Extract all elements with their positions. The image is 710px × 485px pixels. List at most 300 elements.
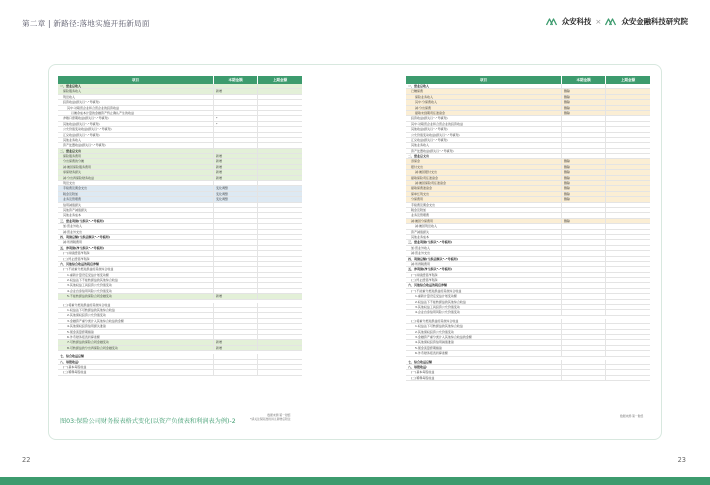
- row-prior-value: [606, 197, 650, 201]
- row-prior-value: [258, 289, 302, 293]
- row-current-value: [214, 335, 258, 339]
- row-item: 税金及附加: [58, 192, 214, 196]
- page-number-right: 23: [677, 456, 686, 464]
- row-current-value: [562, 267, 606, 271]
- row-item: 减:摊回赔付支出: [406, 170, 562, 174]
- row-current-value: [214, 95, 258, 99]
- row-prior-value: [258, 111, 302, 115]
- row-current-value: *: [214, 116, 258, 120]
- row-current-value: 新增: [214, 170, 258, 174]
- row-prior-value: [258, 346, 302, 350]
- row-item: 保单红利支出: [406, 192, 562, 196]
- row-item: (一)持续经营净利润: [406, 273, 562, 277]
- row-prior-value: [606, 324, 650, 328]
- row-prior-value: [606, 262, 650, 266]
- row-current-value: 变化调整: [214, 186, 258, 190]
- row-item: (二)稀释每股收益: [406, 376, 562, 380]
- row-item: 2.其他债权投资公允价值变动: [406, 330, 562, 334]
- row-current-value: 删除: [562, 197, 606, 201]
- row-prior-value: [606, 267, 650, 271]
- row-prior-value: [258, 262, 302, 266]
- row-item: 5.不能转损益的保险合同金融变动: [58, 294, 214, 298]
- row-item: 7.可转损益的保险合同金融变动: [58, 340, 214, 344]
- row-prior-value: [258, 273, 302, 277]
- row-current-value: [562, 149, 606, 153]
- row-item: 资产减值损失: [406, 230, 562, 234]
- row-prior-value: [606, 181, 650, 185]
- row-prior-value: [606, 203, 650, 207]
- row-item: 手续费及佣金支出: [58, 186, 214, 190]
- row-prior-value: [258, 319, 302, 323]
- row-item: 减:营业外支出: [58, 230, 214, 234]
- row-current-value: [562, 335, 606, 339]
- row-current-value: [562, 289, 606, 293]
- row-item: 信用减值损失: [58, 203, 214, 207]
- row-prior-value: [258, 246, 302, 250]
- row-item: 其他收益(损失以“-”号填列): [406, 127, 562, 131]
- row-current-value: 删除: [562, 176, 606, 180]
- row-item: 七、综合收益总额: [58, 354, 214, 358]
- row-prior-value: [258, 365, 302, 369]
- row-current-value: [214, 219, 258, 223]
- table-header: [406, 76, 650, 84]
- row-prior-value: [606, 219, 650, 223]
- row-item: (一)基本每股收益: [58, 365, 214, 369]
- row-prior-value: [258, 330, 302, 334]
- row-item: 提取保费准备金: [406, 186, 562, 190]
- page-header: [0, 0, 710, 40]
- row-current-value: 新增: [214, 346, 258, 350]
- row-prior-value: [258, 127, 302, 131]
- row-prior-value: [258, 335, 302, 339]
- row-prior-value: [258, 278, 302, 282]
- row-item: 4.企业自身信用风险公允价值变动: [406, 310, 562, 314]
- row-prior-value: [258, 95, 302, 99]
- row-current-value: 新增: [214, 154, 258, 158]
- row-current-value: [214, 213, 258, 217]
- row-current-value: [562, 122, 606, 126]
- row-item: 资产处置收益(损失以“-”号填列): [58, 143, 214, 147]
- row-item: 4.其他债权投资信用减值准备: [406, 340, 562, 344]
- row-prior-value: [606, 240, 650, 244]
- row-current-value: [214, 224, 258, 228]
- row-prior-value: [258, 267, 302, 271]
- row-prior-value: [606, 257, 650, 261]
- row-current-value: [214, 365, 258, 369]
- row-prior-value: [606, 165, 650, 169]
- row-prior-value: [606, 283, 650, 287]
- brand-logos: [546, 16, 688, 27]
- table-row: [406, 376, 650, 381]
- row-item: (一)不能重分类进损益的其他综合收益: [58, 267, 214, 271]
- row-item: (二)稀释每股收益: [58, 370, 214, 374]
- row-item: 其中:分保费收入: [406, 100, 562, 104]
- row-item: 保险业务收入: [406, 95, 562, 99]
- row-current-value: [562, 235, 606, 239]
- row-current-value: [562, 346, 606, 350]
- row-item: 其他资产减值损失: [58, 208, 214, 212]
- figure-caption: 图03:保险公司财务报表格式变化(以资产负债表和利润表为例)-2: [60, 418, 236, 425]
- row-item: 六、其他综合收益的税后净额: [406, 283, 562, 287]
- header-prior: 上期金额: [272, 77, 288, 82]
- row-current-value: 删除: [562, 100, 606, 104]
- page-number-left: 22: [22, 456, 31, 464]
- row-current-value: [562, 300, 606, 304]
- row-current-value: [562, 330, 606, 334]
- row-current-value: 新增: [214, 89, 258, 93]
- header-item: 项目: [58, 76, 214, 84]
- row-prior-value: [606, 106, 650, 110]
- row-prior-value: [606, 84, 650, 88]
- row-current-value: 删除: [562, 106, 606, 110]
- row-item: 四、利润总额(亏损总额以“-”号填列): [58, 235, 214, 239]
- row-item: 6.外币财务报表折算差额: [406, 351, 562, 355]
- row-prior-value: [258, 213, 302, 217]
- row-prior-value: [606, 149, 650, 153]
- header-current: 本期金额: [562, 76, 606, 84]
- row-prior-value: [606, 278, 650, 282]
- row-prior-value: [606, 370, 650, 374]
- row-current-value: [214, 106, 258, 110]
- row-prior-value: [606, 192, 650, 196]
- row-item: 减:摊回分保费用: [406, 219, 562, 223]
- row-item: 净敞口套期收益(损失以“-”号填列): [58, 116, 214, 120]
- row-current-value: [562, 230, 606, 234]
- row-current-value: 删除: [562, 219, 606, 223]
- row-item: 赔付支出: [406, 165, 562, 169]
- row-current-value: [562, 246, 606, 250]
- row-current-value: [562, 213, 606, 217]
- row-prior-value: [606, 360, 650, 364]
- row-prior-value: [258, 176, 302, 180]
- row-prior-value: [258, 197, 302, 201]
- row-item: 8.可转损益的分出再保险合同金融变动: [58, 346, 214, 350]
- row-prior-value: [606, 170, 650, 174]
- row-item: 减:摊回保险责任准备金: [406, 181, 562, 185]
- row-prior-value: [258, 138, 302, 142]
- row-item: 投资收益(损失以“-”号填列): [58, 100, 214, 104]
- row-prior-value: [606, 289, 650, 293]
- source-note-right: 数据来源:第一财经: [620, 414, 644, 418]
- row-current-value: [214, 267, 258, 271]
- row-prior-value: [258, 251, 302, 255]
- row-item: 分出保费的分摊: [58, 159, 214, 163]
- row-item: 资产处置收益(损失以“-”号填列): [406, 149, 562, 153]
- row-current-value: [562, 310, 606, 314]
- brand-separator: ×: [595, 17, 602, 26]
- row-item: 3.其他权益工具投资公允价值变动: [406, 305, 562, 309]
- row-prior-value: [606, 310, 650, 314]
- row-prior-value: [606, 251, 650, 255]
- row-prior-value: [258, 170, 302, 174]
- row-current-value: [214, 257, 258, 261]
- row-item: 退保金: [406, 159, 562, 163]
- row-current-value: [214, 360, 258, 364]
- row-current-value: [562, 273, 606, 277]
- row-item: 减:所得税费用: [58, 240, 214, 244]
- row-item: 利息收入: [58, 95, 214, 99]
- row-current-value: [214, 278, 258, 282]
- row-item: 投资收益(损失以“-”号填列): [406, 116, 562, 120]
- row-current-value: [214, 283, 258, 287]
- row-current-value: 变化调整: [214, 192, 258, 196]
- row-current-value: [214, 330, 258, 334]
- row-prior-value: [258, 208, 302, 212]
- row-current-value: 删除: [562, 165, 606, 169]
- row-prior-value: [258, 354, 302, 358]
- row-item: 1.重新计量设定受益计划变动额: [58, 273, 214, 277]
- row-item: 提取保险责任准备金: [406, 176, 562, 180]
- row-prior-value: [606, 305, 650, 309]
- row-item: 其中:对联营企业和合营企业的投资收益: [58, 106, 214, 110]
- row-current-value: [214, 203, 258, 207]
- row-item: 二、营业总支出: [406, 154, 562, 158]
- row-prior-value: [258, 294, 302, 298]
- row-prior-value: [606, 235, 650, 239]
- row-prior-value: [258, 106, 302, 110]
- row-current-value: [562, 127, 606, 131]
- row-current-value: [214, 246, 258, 250]
- brand-b: 众安金融科技研究院: [621, 17, 688, 26]
- row-prior-value: [258, 122, 302, 126]
- row-prior-value: [606, 351, 650, 355]
- row-current-value: [214, 273, 258, 277]
- row-prior-value: [606, 116, 650, 120]
- row-prior-value: [258, 203, 302, 207]
- row-current-value: 删除: [562, 159, 606, 163]
- row-item: (二)将重分类进损益的其他综合收益: [406, 319, 562, 323]
- row-current-value: [562, 365, 606, 369]
- row-current-value: [562, 283, 606, 287]
- row-current-value: [214, 138, 258, 142]
- row-prior-value: [606, 176, 650, 180]
- row-prior-value: [258, 360, 302, 364]
- row-current-value: 新增: [214, 176, 258, 180]
- row-item: 八、每股收益:: [58, 360, 214, 364]
- zhongan-logo-icon: [546, 17, 559, 26]
- row-current-value: 新增: [214, 165, 258, 169]
- row-current-value: [214, 370, 258, 374]
- row-item: 业务及管理费: [58, 197, 214, 201]
- row-current-value: [214, 181, 258, 185]
- row-prior-value: [258, 159, 302, 163]
- row-current-value: [562, 257, 606, 261]
- row-item: 其他业务收入: [406, 143, 562, 147]
- row-item: 1.权益法下可转损益的其他综合收益: [58, 308, 214, 312]
- row-item: 保险服务收入: [58, 89, 214, 93]
- row-item: 已赚保费: [406, 89, 562, 93]
- row-item: 提取未到期责任准备金: [406, 111, 562, 115]
- row-current-value: [214, 84, 258, 88]
- row-current-value: [562, 376, 606, 380]
- row-current-value: [214, 235, 258, 239]
- row-current-value: [562, 116, 606, 120]
- row-prior-value: [606, 127, 650, 131]
- row-item: 4.其他债权投资信用损失准备: [58, 324, 214, 328]
- row-prior-value: [606, 213, 650, 217]
- row-current-value: [562, 143, 606, 147]
- row-current-value: 删除: [562, 181, 606, 185]
- row-prior-value: [606, 111, 650, 115]
- row-current-value: 删除: [562, 186, 606, 190]
- row-item: 八、每股收益:: [406, 365, 562, 369]
- row-prior-value: [258, 89, 302, 93]
- row-item: 其中:对联营企业和合营企业的投资收益: [406, 122, 562, 126]
- row-item: 三、营业利润(亏损以“-”号填列): [406, 240, 562, 244]
- row-prior-value: [606, 294, 650, 298]
- row-prior-value: [258, 116, 302, 120]
- row-item: 五、净利润(净亏损以“-”号填列): [406, 267, 562, 271]
- row-current-value: [562, 324, 606, 328]
- row-current-value: [562, 370, 606, 374]
- row-current-value: [214, 240, 258, 244]
- row-item: 税金及附加: [406, 208, 562, 212]
- row-current-value: [214, 313, 258, 317]
- row-prior-value: [258, 224, 302, 228]
- row-item: 3.其他权益工具投资公允价值变动: [58, 283, 214, 287]
- row-current-value: [214, 303, 258, 307]
- row-current-value: 新增: [214, 340, 258, 344]
- row-current-value: [562, 251, 606, 255]
- row-item: 1.权益法下可转损益的其他综合收益: [406, 324, 562, 328]
- row-current-value: [562, 84, 606, 88]
- row-prior-value: [606, 95, 650, 99]
- row-item: 其他业务成本: [58, 213, 214, 217]
- row-item: 四、利润总额(亏损总额以“-”号填列): [406, 257, 562, 261]
- row-current-value: [562, 340, 606, 344]
- source-left-line2: *请关注保险准则讲义新增后附注: [250, 417, 291, 421]
- row-current-value: [214, 143, 258, 147]
- row-item: 加:营业外收入: [58, 224, 214, 228]
- row-current-value: 新增: [214, 159, 258, 163]
- row-item: 承保财务损失: [58, 170, 214, 174]
- row-item: 其他收益(损失以“-”号填列): [58, 122, 214, 126]
- income-statement-old-table: [406, 76, 650, 381]
- row-prior-value: [606, 246, 650, 250]
- row-prior-value: [258, 143, 302, 147]
- row-item: 6.外币财务报表折算差额: [58, 335, 214, 339]
- row-item: 汇兑收益(损失以“-”号填列): [58, 133, 214, 137]
- row-current-value: [562, 319, 606, 323]
- row-item: 业务及管理费: [406, 213, 562, 217]
- row-item: 其他业务成本: [406, 235, 562, 239]
- income-statement-new-table: [58, 76, 302, 376]
- row-current-value: 删除: [562, 170, 606, 174]
- row-current-value: *: [214, 122, 258, 126]
- table-header: [58, 76, 302, 84]
- row-current-value: [214, 289, 258, 293]
- row-item: 加:营业外收入: [406, 246, 562, 250]
- row-item: (二)将重分类进损益的其他综合收益: [58, 303, 214, 307]
- row-item: 公允价值变动收益(损失以“-”号填列): [406, 133, 562, 137]
- row-item: 七、综合收益总额: [406, 360, 562, 364]
- row-item: 一、营业总收入: [58, 84, 214, 88]
- row-current-value: [214, 230, 258, 234]
- row-item: (一)持续经营净利润: [58, 251, 214, 255]
- row-item: 一、营业总收入: [406, 84, 562, 88]
- row-prior-value: [606, 100, 650, 104]
- row-prior-value: [606, 335, 650, 339]
- row-item: 3.金融资产重分类计入其他综合收益的金额: [406, 335, 562, 339]
- row-prior-value: [606, 273, 650, 277]
- row-item: 分保费用: [406, 197, 562, 201]
- header-current: 本期金额: [214, 76, 258, 84]
- row-item: (二)终止经营净利润: [406, 278, 562, 282]
- row-item: 其他业务收入: [58, 138, 214, 142]
- row-prior-value: [606, 159, 650, 163]
- source-note-left: [250, 413, 291, 421]
- row-current-value: [214, 354, 258, 358]
- row-prior-value: [258, 257, 302, 261]
- row-prior-value: [258, 192, 302, 196]
- row-prior-value: [606, 376, 650, 380]
- row-item: 保险服务费用: [58, 154, 214, 158]
- row-prior-value: [606, 365, 650, 369]
- zhongan-fintech-logo-icon: [605, 17, 618, 26]
- row-current-value: [562, 305, 606, 309]
- row-current-value: 变化调整: [214, 197, 258, 201]
- row-prior-value: [258, 154, 302, 158]
- row-item: 二、营业总支出: [58, 149, 214, 153]
- row-prior-value: [606, 319, 650, 323]
- brand-a: 众安科技: [561, 17, 592, 26]
- row-prior-value: [258, 84, 302, 88]
- row-current-value: 新增: [214, 294, 258, 298]
- row-current-value: [562, 360, 606, 364]
- row-item: 利息支出: [58, 181, 214, 185]
- row-item: 六、其他综合收益的税后净额: [58, 262, 214, 266]
- row-prior-value: [258, 240, 302, 244]
- row-prior-value: [258, 230, 302, 234]
- row-prior-value: [258, 149, 302, 153]
- row-item: 2.权益法下不能转损益的其他综合收益: [406, 300, 562, 304]
- row-prior-value: [258, 313, 302, 317]
- row-current-value: [214, 208, 258, 212]
- row-item: 五、净利润(净亏损以“-”号填列): [58, 246, 214, 250]
- row-prior-value: [258, 324, 302, 328]
- row-current-value: [214, 262, 258, 266]
- row-item: 三、营业利润(亏损以“-”号填列): [58, 219, 214, 223]
- row-item: 手续费及佣金支出: [406, 203, 562, 207]
- row-current-value: 删除: [562, 95, 606, 99]
- row-prior-value: [606, 154, 650, 158]
- row-current-value: [214, 308, 258, 312]
- table-row: [58, 370, 302, 375]
- row-item: 1.重新计量设定受益计划变动额: [406, 294, 562, 298]
- row-item: 公允价值变动收益(损失以“-”号填列): [58, 127, 214, 131]
- row-item: 2.其他债权投资公允价值变动: [58, 313, 214, 317]
- table-body: [406, 84, 650, 381]
- row-current-value: [214, 111, 258, 115]
- row-prior-value: [606, 346, 650, 350]
- row-item: 减:分出保费: [406, 106, 562, 110]
- row-item: 5.现金流量套期储备: [406, 346, 562, 350]
- header-item: 项目: [406, 76, 562, 84]
- row-prior-value: [606, 300, 650, 304]
- row-item: 减:摊回利息收入: [406, 224, 562, 228]
- row-prior-value: [606, 122, 650, 126]
- row-prior-value: [606, 89, 650, 93]
- row-current-value: [214, 127, 258, 131]
- row-prior-value: [258, 283, 302, 287]
- row-item: (一)基本每股收益: [406, 370, 562, 374]
- row-item: (二)终止经营净利润: [58, 257, 214, 261]
- row-current-value: [562, 154, 606, 158]
- chapter-title: 第二章 | 新路径:落地实施开拓新局面: [22, 19, 150, 28]
- row-current-value: [562, 262, 606, 266]
- row-prior-value: [606, 340, 650, 344]
- row-current-value: [562, 278, 606, 282]
